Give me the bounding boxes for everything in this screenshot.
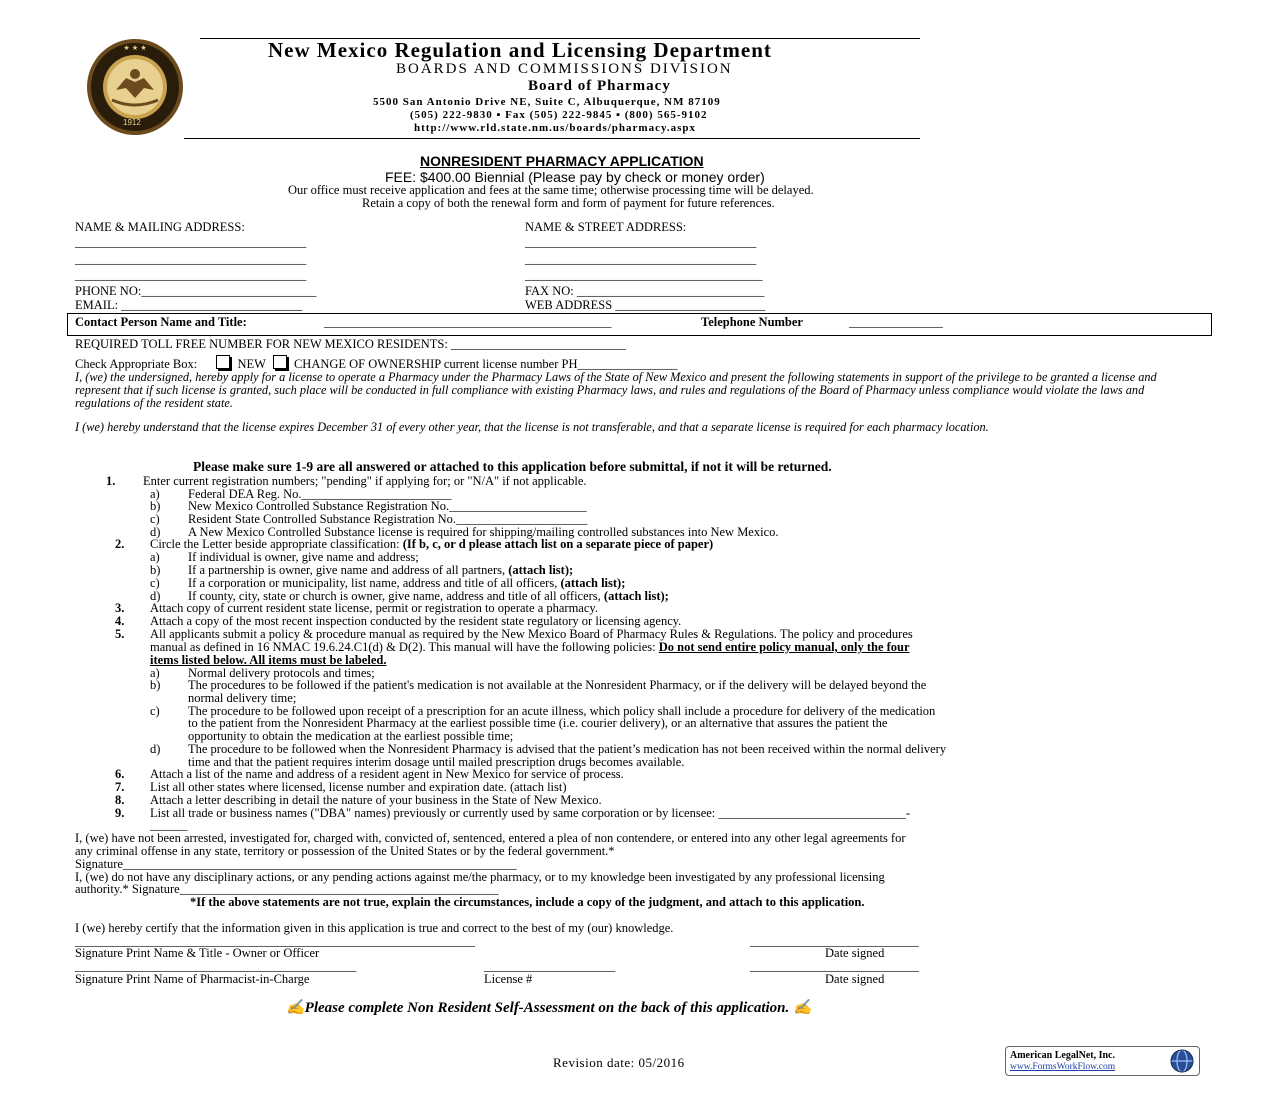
item-5-line2-bold: Do not send entire policy manual, only the four (658, 640, 910, 654)
legalnet-url[interactable]: www.FormsWorkFlow.com (1010, 1062, 1116, 1072)
item-2a-text: If individual is owner, give name and address; (188, 550, 419, 564)
change-of-ownership-checkbox[interactable] (273, 355, 287, 369)
new-checkbox[interactable] (216, 355, 230, 369)
item-5d-text: The procedure to be followed when the Nonresident Pharmacy is advised that the patient’s medication has not been received within the normal delivery (188, 742, 947, 756)
board-title: Board of Pharmacy (528, 78, 671, 94)
item-1b-nm-csr-field[interactable]: New Mexico Controlled Substance Registration No.______________________ (188, 499, 587, 513)
owner-date-line[interactable]: ___________________________ (750, 934, 919, 948)
item-1-text: Enter current registration numbers; "pending" if applying for; or "N/A" if not applicable. (143, 474, 587, 488)
declaration-1-line2: any criminal offense in any state, territory or possession of the United States or by the federal government.* (75, 844, 615, 858)
street-address-label: NAME & STREET ADDRESS: (525, 220, 687, 234)
toll-free-field[interactable]: REQUIRED TOLL FREE NUMBER FOR NEW MEXICO RESIDENTS: ____________________________ (75, 337, 626, 351)
item-8-text: Attach a letter describing in detail the nature of your business in the State of New Mexico. (150, 793, 602, 807)
mailing-line-1[interactable]: _____________________________________ (75, 235, 307, 249)
item-6-number: 6. (115, 767, 125, 781)
item-1a-dea-field[interactable]: Federal DEA Reg. No.________________________ (188, 487, 452, 501)
item-8-number: 8. (115, 793, 125, 807)
fax-field[interactable]: FAX NO: ______________________________ (525, 284, 765, 298)
declaration-2-line1: I, (we) do not have any disciplinary actions, or any pending actions against me/the pharmacy, or to my knowledge been investigated by any professional licensing (75, 870, 885, 884)
declaration-1-line1: I, (we) have not been arrested, investigated for, charged with, convicted of, sentenced, entered a plea of non contendere, or entered into any other legal agreements for (75, 831, 906, 845)
item-9-number: 9. (115, 806, 125, 820)
street-line-1[interactable]: _____________________________________ (525, 235, 757, 249)
item-2-text-bold: (If b, c, or d please attach list on a separate piece of paper) (402, 537, 714, 551)
declaration-2-signature[interactable]: authority.* Signature___________________________________________________ (75, 882, 499, 896)
item-5b-text-2: normal delivery time; (188, 691, 297, 705)
expiry-statement: I (we) hereby understand that the license expires December 31 of every other year, that the license is not transferable, and that a separate license is required for each pharmacy location. (75, 420, 989, 434)
legalnet-company: American LegalNet, Inc. (1010, 1050, 1115, 1061)
new-label: NEW (237, 357, 266, 371)
owner-date-label: Date signed (825, 946, 885, 960)
item-2d-letter: d) (150, 589, 161, 603)
item-1c-letter: c) (150, 512, 160, 526)
board-url[interactable]: http://www.rld.state.nm.us/boards/pharmacy.aspx (414, 122, 697, 134)
declaration-note: *If the above statements are not true, explain the circumstances, include a copy of the judgment, and attach to this application. (190, 895, 865, 909)
department-title: New Mexico Regulation and Licensing Department (268, 38, 772, 62)
item-4-text: Attach a copy of the most recent inspection conducted by the resident state regulatory or licensing agency. (150, 614, 682, 628)
item-4-number: 4. (115, 614, 125, 628)
item-1d-text: A New Mexico Controlled Substance license is required for shipping/mailing controlled substances into New Mexico. (188, 525, 779, 539)
email-field[interactable]: EMAIL: _____________________________ (75, 298, 303, 312)
pic-license-line[interactable]: _____________________ (484, 959, 616, 973)
web-address-field[interactable]: WEB ADDRESS ________________________ (525, 298, 766, 312)
item-1d-letter: d) (150, 525, 161, 539)
item-1b-letter: b) (150, 499, 161, 513)
mailing-address-label: NAME & MAILING ADDRESS: (75, 220, 245, 234)
street-line-2[interactable]: _____________________________________ (525, 252, 757, 266)
item-2c-plain: If a corporation or municipality, list name, address and title of all officers, (188, 576, 561, 590)
item-2b-plain: If a partnership is owner, give name and address of all partners, (188, 563, 509, 577)
apply-statement: I, (we) the undersigned, hereby apply for a license to operate a Pharmacy under the Pharmacy Laws of the State of New Mexico and present the following statements in support of the privilege to be granted a license and represent that if such license is granted, such place will be conducted in full compliance with existing Pharmacy laws, and rules and regulations of the Board of Pharmacy unless compliance would violate the laws and regulations of the resident state. (75, 370, 1157, 410)
item-7-text: List all other states where licensed, license number and expiration date. (attach list) (150, 780, 567, 794)
item-1a-letter: a) (150, 487, 160, 501)
fee-text: FEE: $400.00 Biennial (Please pay by check or money order) (385, 169, 765, 185)
item-2a-letter: a) (150, 550, 160, 564)
item-1-number: 1. (106, 474, 116, 488)
item-5d-text-2: time and that the patient requires interim dosage until mailed prescription drugs becomes available. (188, 755, 685, 769)
header-bottom-rule (184, 138, 920, 139)
item-5d-letter: d) (150, 742, 161, 756)
item-2c-bold: (attach list); (560, 576, 626, 590)
telephone-number-line[interactable]: _______________ (849, 315, 943, 329)
division-title: BOARDS AND COMMISSIONS DIVISION (396, 61, 733, 77)
item-5-number: 5. (115, 627, 125, 641)
form-title: NONRESIDENT PHARMACY APPLICATION (420, 153, 704, 169)
item-5-text-line3: items listed below. All items must be labeled. (150, 653, 387, 667)
globe-icon (1170, 1049, 1194, 1073)
phone-field[interactable]: PHONE NO:____________________________ (75, 284, 317, 298)
svg-text:★ ★ ★: ★ ★ ★ (123, 44, 147, 52)
item-1c-resident-csr-field[interactable]: Resident State Controlled Substance Registration No._____________________ (188, 512, 588, 526)
self-assessment-note: ✍Please complete Non Resident Self-Assessment on the back of this application. ✍ (286, 1000, 812, 1016)
state-seal (86, 38, 184, 136)
item-5c-text-2: to the patient from the Nonresident Pharmacy at the earliest possible time (i.e. courier delivery), or an alternative that assures the patient the (188, 716, 888, 730)
check-box-label: Check Appropriate Box: (75, 357, 198, 371)
item-2d-plain: If county, city, state or church is owner, give name, address and title of all officers, (188, 589, 604, 603)
owner-signature-label: Signature Print Name & Title - Owner or Officer (75, 946, 320, 960)
certify-statement: I (we) hereby certify that the information given in this application is true and correct to the best of my (our) knowledge. (75, 921, 674, 935)
pic-signature-label: Signature Print Name of Pharmacist-in-Charge (75, 972, 310, 986)
legalnet-logo (1005, 1046, 1200, 1076)
item-5-line2-plain: manual as defined in 16 NMAC 19.6.24.C1(d) & D(2). This manual will have the following policies: (150, 640, 659, 654)
item-6-text: Attach a list of the name and address of a resident agent in New Mexico for service of process. (150, 767, 624, 781)
owner-signature-line[interactable]: ________________________________________________________________ (75, 934, 475, 948)
contact-person-label: Contact Person Name and Title: (75, 315, 247, 329)
processing-note: Our office must receive application and fees at the same time; otherwise processing time will be delayed. (288, 183, 814, 197)
mailing-line-3[interactable]: _____________________________________ (75, 268, 307, 282)
item-5b-text: The procedures to be followed if the patient's medication is not available at the Nonresident Pharmacy, or if the delivery will be delayed beyond the (188, 678, 927, 692)
item-5c-text: The procedure to be followed upon receipt of a prescription for an acute illness, which policy shall include a procedure for delivery of the medication (188, 704, 936, 718)
street-line-3[interactable]: ______________________________________ (525, 268, 763, 282)
seal-year: 1912 (123, 118, 141, 127)
item-5-text-line1: All applicants submit a policy & procedure manual as required by the New Mexico Board of Pharmacy Rules & Regulations. The policy and procedures (150, 627, 913, 641)
item-7-number: 7. (115, 780, 125, 794)
retain-note: Retain a copy of both the renewal form and form of payment for future references. (362, 196, 775, 210)
item-2-text-plain: Circle the Letter beside appropriate classification: (150, 537, 403, 551)
item-2b-letter: b) (150, 563, 161, 577)
change-of-ownership-label: CHANGE OF OWNERSHIP current license number PH________________ (293, 357, 678, 371)
telephone-number-label: Telephone Number (701, 315, 803, 329)
item-5b-letter: b) (150, 678, 161, 692)
mailing-line-2[interactable]: _____________________________________ (75, 252, 307, 266)
item-3-number: 3. (115, 601, 125, 615)
item-2b-bold: (attach list); (508, 563, 574, 577)
item-9-continuation[interactable]: ______ (150, 818, 188, 832)
item-5a-letter: a) (150, 666, 160, 680)
item-5c-text-3: opportunity to obtain the medication at the earliest possible time; (188, 729, 514, 743)
contact-person-line[interactable]: ______________________________________________ (324, 315, 612, 329)
pic-date-line[interactable]: ___________________________ (750, 959, 919, 973)
pic-date-label: Date signed (825, 972, 885, 986)
board-address: 5500 San Antonio Drive NE, Suite C, Albuquerque, NM 87109 (373, 96, 721, 108)
item-9-dba-field[interactable]: List all trade or business names ("DBA" names) previously or currently used by same corporation or by licensee: ______________________________- (150, 806, 911, 820)
item-5c-letter: c) (150, 704, 160, 718)
item-5a-text: Normal delivery protocols and times; (188, 666, 375, 680)
pic-license-label: License # (484, 972, 533, 986)
item-2-number: 2. (115, 537, 125, 551)
item-2c-letter: c) (150, 576, 160, 590)
declaration-1-signature[interactable]: Signature_______________________________________________________________ (75, 857, 517, 871)
item-3-text: Attach copy of current resident state license, permit or registration to operate a pharmacy. (150, 601, 598, 615)
revision-date: Revision date: 05/2016 (553, 1055, 685, 1070)
answer-all-note: Please make sure 1-9 are all answered or attached to this application before submittal, if not it will be returned. (193, 459, 832, 474)
pic-signature-line[interactable]: _____________________________________________ (75, 959, 357, 973)
board-phones: (505) 222-9830 ▪ Fax (505) 222-9845 ▪ (800) 565-9102 (410, 109, 708, 121)
item-2d-bold: (attach list); (603, 589, 669, 603)
